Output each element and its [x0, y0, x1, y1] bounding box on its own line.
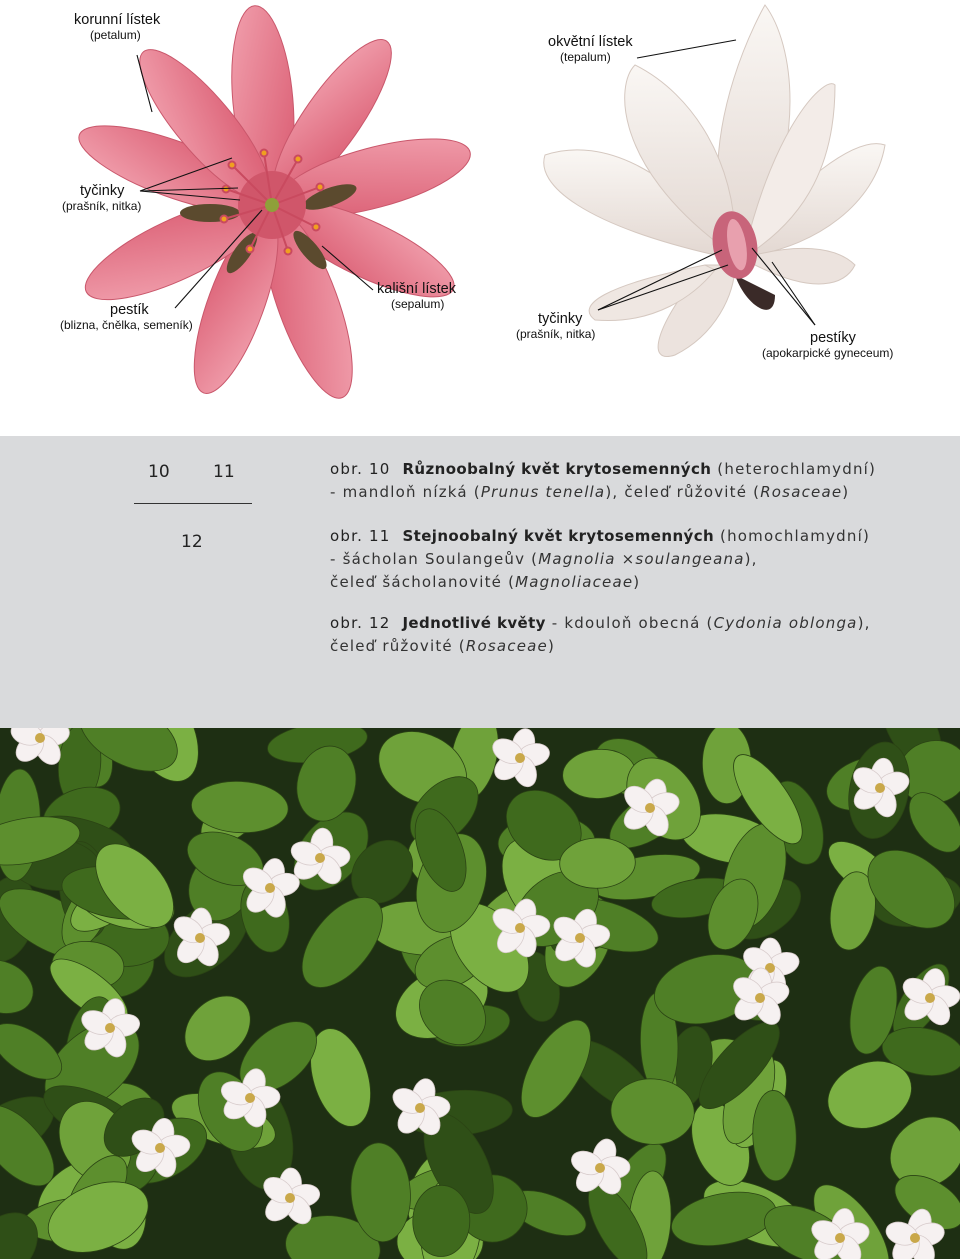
- label-pistil-sub: (blizna, čnělka, semeník): [60, 317, 193, 332]
- label-tepal: [548, 34, 633, 64]
- caption-12-t4: ): [547, 637, 556, 655]
- label-sepal-name: kališní lístek: [377, 281, 456, 297]
- caption-10-number: obr. 10: [330, 460, 391, 478]
- caption-obr-11-line1: [330, 525, 870, 548]
- label-stamens-11-name: tyčinky: [538, 311, 583, 327]
- label-petal: [74, 12, 160, 42]
- caption-10-t3: ), čeleď růžovité (: [605, 483, 761, 501]
- caption-10-latin1: Prunus tenella: [480, 483, 606, 501]
- leaf-shape: [412, 1185, 470, 1257]
- caption-11-number: obr. 11: [330, 527, 391, 545]
- caption-obr-12-line2: [330, 635, 871, 658]
- caption-obr-10-line1: [330, 458, 876, 481]
- caption-obr-12: [330, 612, 871, 658]
- key-number-11: 11: [213, 462, 235, 482]
- label-sepal-sub: (sepalum): [391, 296, 445, 311]
- label-pistil-name: pestík: [110, 302, 149, 318]
- flower-diagrams: [0, 0, 960, 436]
- caption-11-t5: ): [633, 573, 641, 591]
- caption-11-t3: ),: [744, 550, 758, 568]
- label-stamens-11-sub: (prašník, nitka): [516, 326, 596, 341]
- caption-11-title: Stejnoobalný květ krytosemenných: [402, 527, 715, 545]
- caption-11-latin2: Magnoliaceae: [515, 573, 634, 591]
- caption-obr-10: [330, 458, 876, 504]
- quince-photo: [0, 728, 960, 1259]
- caption-obr-11-line3: [330, 571, 870, 594]
- label-petal-name: korunní lístek: [74, 12, 161, 28]
- key-divider: [134, 503, 252, 504]
- label-sepal: [377, 281, 456, 311]
- caption-10-t2: - mandloň nízká (: [330, 483, 481, 501]
- label-stamens-10-name: tyčinky: [80, 183, 125, 199]
- diagram-area: [0, 0, 960, 436]
- label-stamens-10: [62, 183, 142, 213]
- key-number-10: 10: [148, 462, 170, 482]
- caption-10-title: Různoobalný květ krytosemenných: [402, 460, 712, 478]
- caption-10-t1: (heterochlamydní): [711, 460, 877, 478]
- caption-12-t1: - kdouloň obecná (: [545, 614, 714, 632]
- label-tepal-name: okvětní lístek: [548, 34, 633, 50]
- caption-11-t4: čeleď šácholanovité (: [330, 573, 516, 591]
- label-tepal-sub: (tepalum): [560, 49, 611, 64]
- caption-10-latin2: Rosaceae: [760, 483, 843, 501]
- label-pistils: [762, 330, 894, 360]
- caption-obr-10-line2: [330, 481, 876, 504]
- label-petal-sub: (petalum): [90, 27, 141, 42]
- label-pistils-name: pestíky: [810, 330, 856, 346]
- caption-12-title: Jednotlivé květy: [402, 614, 546, 632]
- label-stamens-11: [516, 311, 596, 341]
- caption-12-latin2: Rosaceae: [465, 637, 548, 655]
- label-pistils-sub: (apokarpické gyneceum): [762, 345, 894, 360]
- caption-obr-12-line1: [330, 612, 871, 635]
- quince-photo-image: [0, 728, 960, 1259]
- caption-12-t2: ),: [857, 614, 871, 632]
- key-number-12: 12: [181, 532, 203, 552]
- caption-obr-11: [330, 525, 870, 594]
- caption-11-latin1: Magnolia ×soulangeana: [538, 550, 745, 568]
- caption-12-latin1: Cydonia oblonga: [713, 614, 858, 632]
- caption-11-t1: (homochlamydní): [714, 527, 871, 545]
- caption-obr-11-line2: [330, 548, 870, 571]
- caption-11-t2: - šácholan Soulangeův (: [330, 550, 539, 568]
- label-pistil: [60, 302, 193, 332]
- caption-12-t3: čeleď růžovité (: [330, 637, 466, 655]
- caption-10-t4: ): [842, 483, 850, 501]
- label-stamens-10-sub: (prašník, nitka): [62, 198, 142, 213]
- caption-12-number: obr. 12: [330, 614, 391, 632]
